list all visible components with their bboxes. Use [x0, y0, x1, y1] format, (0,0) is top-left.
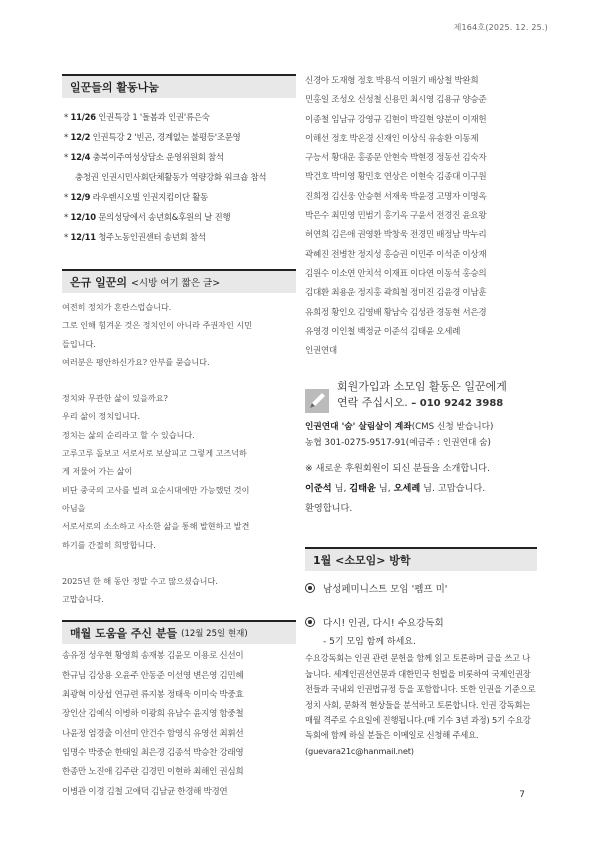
column-header	[62, 269, 296, 293]
paragraph-gap	[62, 371, 296, 389]
activity-date: 12/11	[70, 232, 96, 242]
account-info	[305, 419, 537, 451]
sponsor-name: 오세례	[393, 483, 421, 495]
small-groups-body	[305, 581, 537, 759]
donor-name-line: 최광혁 이상섭 연규련 류지봉 정태욱 이미숙 박중효	[62, 690, 244, 701]
group-item-pemp	[305, 581, 537, 595]
activity-text: 인권특강 1 '돌봄과 인권'류은숙	[98, 112, 210, 122]
donor-name-line: 이병관 이경 김철 고애덕 김남균 한경해 박경연	[62, 786, 228, 797]
activity-date: 12/2	[70, 132, 91, 142]
donor-name-line: 민홍일 조성오 신성철 신용민 최시영 김용규 양승준	[305, 95, 487, 106]
donor-list-left	[62, 647, 296, 801]
small-groups-title: 1월 <소모임> 방학	[313, 554, 411, 568]
donor-name-line: 인권연대	[305, 346, 337, 357]
donors-date-note: (12월 25일 현재)	[181, 629, 248, 640]
activity-text: 충청권 인권시민사회단체활동가 역량강화 워크숍 참석	[75, 172, 267, 182]
right-column	[305, 74, 537, 759]
donor-name-line: 박건호 박미영 황민호 연상은 이현숙 김종대 이구원	[305, 172, 487, 183]
activity-text: 문의성당에서 송년회&후원의 날 진행	[98, 212, 231, 222]
column-line: 2025년 한 해 동안 정말 수고 많으셨습니다.	[62, 575, 218, 586]
sponsor-name: 이준석	[305, 483, 332, 495]
column-line: 비단 중국의 고사를 빌려 요순시대에만 가능했던 것이	[62, 484, 250, 495]
column-line: 여전히 정치가 혼란스럽습니다.	[62, 302, 172, 312]
bullet-circle-icon	[305, 617, 315, 627]
column-line: 그로 인해 힘겨운 것은 정치인이 아니라 주권자인 시민	[62, 320, 253, 331]
sponsor-suffix: 님	[378, 483, 388, 495]
activity-item: * 12/2 인권특강 2 '빈곤, 경계없는 불평등'조문영	[64, 132, 241, 142]
membership-line2: 연락 주십시오.	[337, 396, 408, 410]
activity-item: * 12/10 문의성당에서 송년회&후원의 날 진행	[64, 212, 231, 222]
activity-date: 12/10	[70, 212, 96, 222]
group-item-note: - 5기 모임 함께 하세요.	[323, 637, 416, 648]
donor-name-line: 박은수 최민영 민범기 홍기옥 구윤서 전경진 윤요왕	[305, 211, 487, 222]
left-column	[62, 74, 296, 802]
activity-list	[62, 107, 296, 247]
donor-name-line: 한규님 김상용 오윤주 안동준 이선영 변은영 김민혜	[62, 670, 244, 681]
sponsor-thanks: 고맙습니다.	[437, 483, 486, 495]
activity-text: 인권특강 2 '빈곤, 경계없는 불평등'조문영	[92, 132, 241, 142]
membership-box	[305, 379, 537, 413]
group-item-label: 다시! 인권, 다시! 수요강독회	[323, 618, 444, 630]
donor-name-line: 곽혜진 전병찬 정지성 홍승권 이민주 이석준 이상재	[305, 249, 487, 260]
membership-line2-row	[337, 395, 507, 412]
account-number: 농협 301-0275-9517-91(예금주 : 인권연대 숨)	[305, 438, 491, 449]
reading-group-description	[305, 651, 537, 759]
activity-item	[64, 167, 296, 187]
column-line: 고루고루 돌보고 서로서로 보살피고 그렇게 고즈넉하	[62, 448, 247, 459]
sponsor-name: 김태윤	[349, 483, 376, 495]
new-sponsors	[305, 459, 537, 519]
sponsor-welcome: 환영합니다.	[305, 503, 353, 515]
description-main: 수요강독회는 인권 관련 문헌을 함께 읽고 토론하며 글을 쓰고 나눕니다. 세계인권선언문과 대한민국 헌법을 비롯하여 국제인권장전들과 국내외 인권법규정 등을 포함합니다. 또한 인권을 기준으로 정치 사회, 문화적 현상들을 분석하고 토론합니다. 인권 강독회는 매월 격주로 수요일에 진행됩니다.(매 기수 3년 과정)	[305, 653, 536, 726]
activity-item: * 12/4 충북이주여성상담소 운영위원회 참석	[64, 152, 224, 162]
donor-name-line: 한종만 노진애 김주란 김경민 이현하 최해인 권심희	[62, 767, 244, 778]
column-line: 하기를 간절히 희망합니다.	[62, 539, 156, 550]
column-line: 고맙습니다.	[62, 594, 104, 605]
group-item-label: 남성페미니스트 모임 '펨프 미'	[323, 584, 448, 596]
column-line: 우리 삶이 정치입니다.	[62, 411, 141, 422]
page-number: 7	[519, 790, 525, 800]
new-sponsors-names: 이준석 님, 김태윤 님, 오세례 님. 고맙습니다.	[305, 483, 486, 495]
donor-name-line: 신경아 도재형 정호 박용석 이원기 배상철 박완희	[305, 76, 479, 86]
pencil-icon	[305, 389, 329, 413]
donor-name-line: 이해선 정호 박온경 신재인 이상식 유송환 이동제	[305, 133, 479, 144]
donor-name-line: 나윤정 엄경출 이선미 안건수 함영식 유영선 최휘선	[62, 728, 244, 739]
donor-name-line: 송유정 성우현 황영희 송재봉 김윤모 이용로 신선이	[62, 651, 244, 662]
new-sponsors-intro: ※ 새로운 후원회원이 되신 분들을 소개합니다.	[305, 463, 490, 475]
bullet-circle-icon	[305, 583, 315, 593]
activity-text: 라우렌시오빌 인권지킴이단 활동	[92, 192, 209, 202]
paragraph-gap	[62, 554, 296, 572]
column-title: 은규 일꾼의	[70, 276, 127, 289]
activities-header	[62, 74, 296, 98]
activity-item: * 12/11 청주노동인권센터 송년회 참석	[64, 232, 206, 242]
activity-text: 청주노동인권센터 송년회 참석	[98, 232, 206, 242]
donor-name-line: 임명수 박중순 한태일 최은경 김종석 박승찬 강래영	[62, 747, 244, 758]
activity-date: 12/9	[70, 192, 91, 202]
column-line: 정치와 무관한 삶이 있을까요?	[62, 393, 168, 404]
donor-name-line: 장인산 김예식 이병하 이광희 유남수 윤지영 함중철	[62, 709, 244, 720]
column-body	[62, 298, 296, 608]
membership-phone: – 010 9242 3988	[411, 398, 504, 410]
activity-item: * 11/26 인권특강 1 '돌봄과 인권'류은숙	[64, 112, 210, 122]
account-name: 인권연대 '숨' 살림살이 계좌	[305, 422, 412, 433]
donor-name-line: 김대환 최용운 정지홍 곽희철 정미진 김윤경 이남훈	[305, 288, 487, 299]
activity-date: 11/26	[70, 112, 96, 122]
donor-name-line: 유희정 황인오 김영배 황남숙 김성관 경동현 서은경	[305, 307, 487, 318]
activity-date: 12/4	[70, 152, 91, 162]
group-item-reading	[305, 615, 537, 629]
donor-name-line: 김원수 이소연 안치석 이재표 이다연 이동석 홍승의	[305, 268, 487, 279]
column-line: 게 저물어 가는 삶이	[62, 466, 133, 477]
membership-text	[337, 379, 507, 412]
donors-title: 매월 도움을 주신 분들	[70, 627, 178, 641]
sponsor-suffix: 님	[334, 483, 344, 495]
column-line: 여러분은 평안하신가요? 안부를 묻습니다.	[62, 356, 210, 367]
donor-name-line: 구능서 황대운 홍종문 안현숙 박현경 정동선 김숙자	[305, 153, 487, 164]
activities-title: 일꾼들의 활동나눔	[70, 81, 159, 94]
donors-header	[62, 620, 296, 644]
column-subtitle: <시방 여기 짧은 글>	[130, 278, 221, 289]
account-note: (CMS 신청 받습니다)	[411, 422, 494, 433]
description-signup: 5기 수요강독회에 함께 하실 분들은 이메일로 신청해 주세요. (guevara21c@hanmail.net)	[305, 715, 531, 756]
account-name-row	[305, 419, 537, 435]
issue-number: 제164호(2025. 12. 25.)	[453, 23, 548, 32]
column-line: 아님을	[62, 502, 86, 513]
membership-line1: 회원가입과 소모임 활동은 일꾼에게	[337, 380, 507, 394]
donor-name-line: 유영경 이인철 백정균 이준석 김태윤 오세례	[305, 326, 461, 337]
column-line: 서로서로의 소소하고 사소한 삶을 통해 발현하고 발견	[62, 521, 250, 532]
sponsor-suffix: 님	[423, 483, 433, 495]
small-groups-header	[305, 547, 537, 571]
activity-item: * 12/9 라우렌시오빌 인권지킴이단 활동	[64, 192, 209, 202]
activity-text: 충북이주여성상담소 운영위원회 참석	[92, 152, 224, 162]
donor-name-line: 이종철 임남규 강영규 김현이 박길현 양분이 이재헌	[305, 114, 487, 125]
column-line: 들입니다.	[62, 338, 96, 349]
donor-list-right	[305, 72, 537, 361]
donor-name-line: 허연희 김은애 권영환 박창욱 전경민 배정남 박누리	[305, 230, 487, 241]
donor-name-line: 진희정 김신웅 안승현 서재욱 박윤경 고명자 이명옥	[305, 191, 487, 202]
column-line: 정치는 삶의 순리라고 할 수 있습니다.	[62, 429, 195, 440]
